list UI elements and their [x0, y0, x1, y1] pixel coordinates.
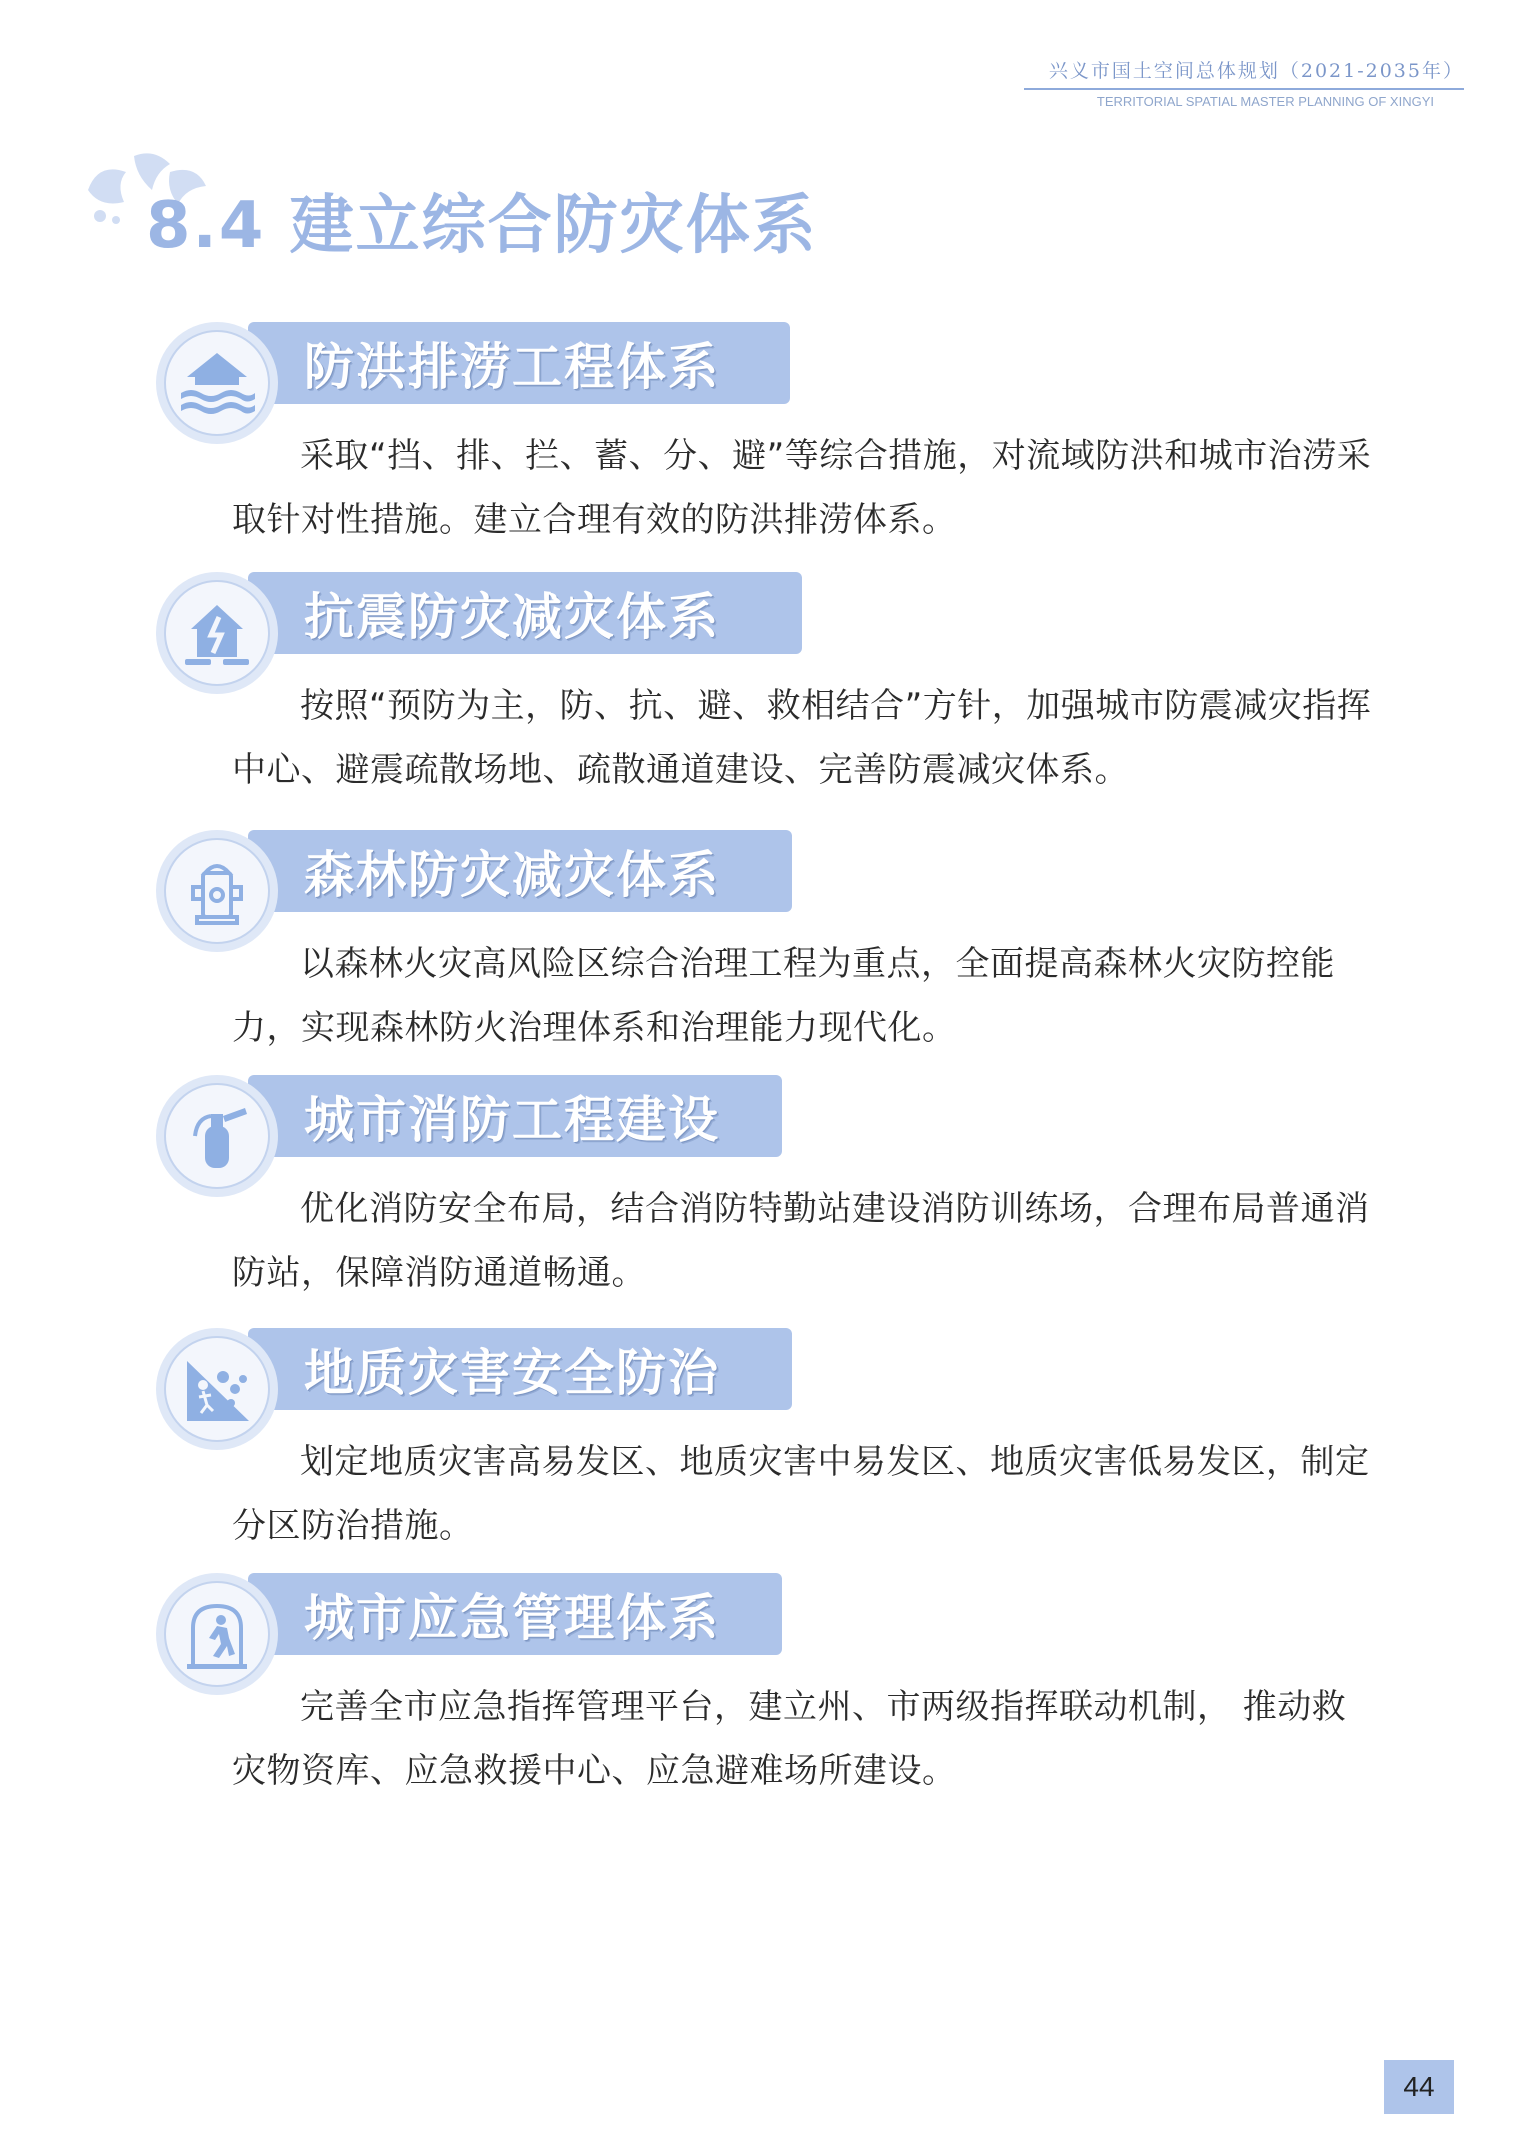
block-banner: [248, 322, 790, 404]
earthquake-house-icon: [156, 572, 278, 694]
block-title: 防洪排涝工程体系: [304, 338, 720, 396]
section-title: 8.4 建立综合防灾体系: [146, 189, 818, 263]
page-header: [1024, 58, 1464, 109]
block-title: 城市应急管理体系: [304, 1589, 720, 1647]
block-title: 森林防灾减灾体系: [304, 846, 720, 904]
header-title-cn: 兴义市国土空间总体规划（2021-2035年）: [1048, 60, 1464, 82]
block-banner: [248, 1328, 792, 1410]
fire-hydrant-icon: [156, 830, 278, 952]
block-title: 地质灾害安全防治: [304, 1344, 720, 1402]
section-block: [156, 1328, 1376, 1558]
block-description: 完善全市应急指挥管理平台，建立州、市两级指挥联动机制， 推动救灾物资库、应急救援中心、应急避难场所建设。: [232, 1687, 1347, 1791]
block-description: 优化消防安全布局，结合消防特勤站建设消防训练场，合理布局普通消防站，保障消防通道畅通。: [232, 1189, 1370, 1293]
emergency-exit-icon: [156, 1573, 278, 1695]
block-title: 抗震防灾减灾体系: [304, 588, 720, 646]
header-title-en: TERRITORIAL SPATIAL MASTER PLANNING OF XINGYI: [1096, 94, 1434, 109]
block-banner: [248, 1573, 782, 1655]
block-description: 以森林火灾高风险区综合治理工程为重点，全面提高森林火灾防控能力，实现森林防火治理体系和治理能力现代化。: [232, 944, 1335, 1048]
flood-house-icon: [156, 322, 278, 444]
block-title: 城市消防工程建设: [304, 1091, 720, 1149]
header-divider: [1024, 88, 1464, 90]
block-banner: [248, 830, 792, 912]
block-description: 划定地质灾害高易发区、地质灾害中易发区、地质灾害低易发区，制定分区防治措施。: [232, 1442, 1370, 1546]
section-block: [156, 1573, 1376, 1803]
block-description: 采取“挡、排、拦、蓄、分、避”等综合措施，对流域防洪和城市治涝采取针对性措施。建立合理有效的防洪排涝体系。: [232, 436, 1372, 540]
section-block: [156, 1075, 1376, 1305]
page-number: 44: [1384, 2060, 1454, 2114]
section-block: [156, 830, 1376, 1060]
block-description: 按照“预防为主，防、抗、避、救相结合”方针，加强城市防震减灾指挥中心、避震疏散场地、疏散通道建设、完善防震减灾体系。: [232, 686, 1372, 790]
landslide-icon: [156, 1328, 278, 1450]
fire-extinguisher-icon: [156, 1075, 278, 1197]
section-block: [156, 322, 1376, 552]
block-banner: [248, 572, 802, 654]
block-banner: [248, 1075, 782, 1157]
section-block: [156, 572, 1376, 802]
